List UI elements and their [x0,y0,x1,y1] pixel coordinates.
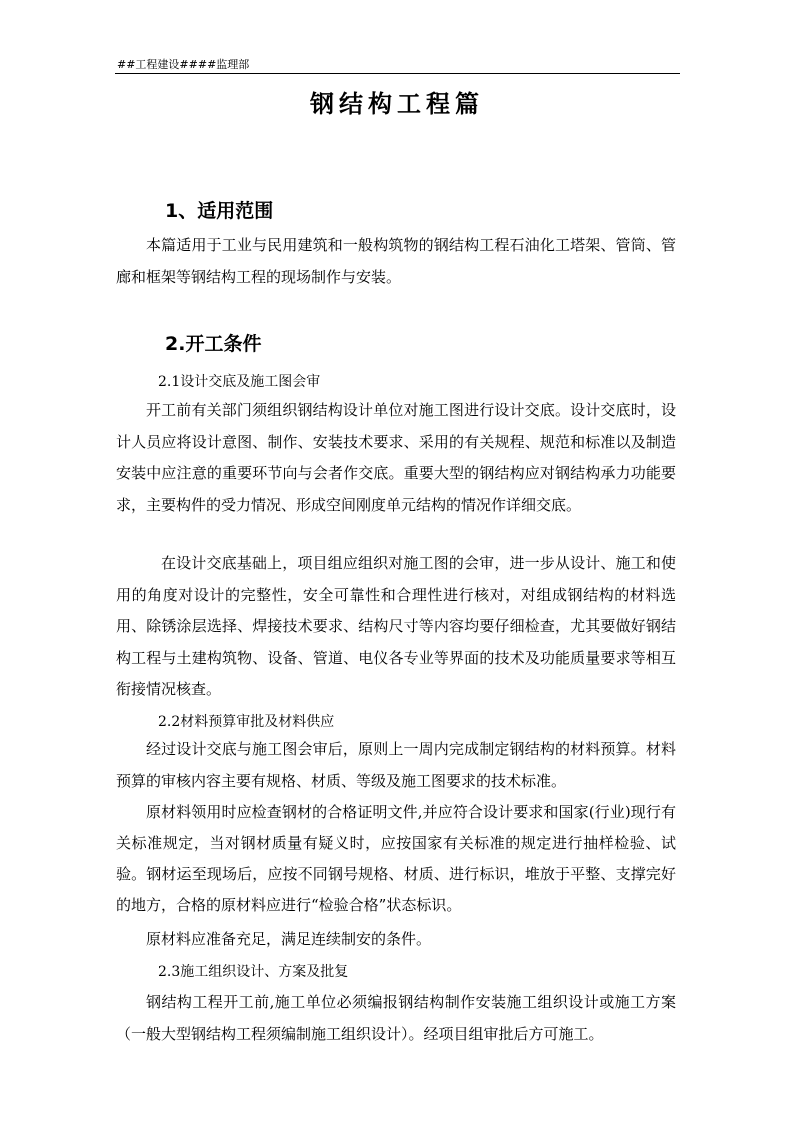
subsection-2-2-paragraph-2: 原材料领用时应检查钢材的合格证明文件,并应符合设计要求和国家(行业)现行有关标准规定，当对钢材质量有疑义时，应按国家有关标准的规定进行抽样检验、试验。钢材运至现场后，应按不同钢号规格、材质、进行标识，堆放于平整、支撑完好的地方，合格的原材料应进行“检验合格”状态标识。 [116,803,676,914]
subsection-2-1-heading: 2.1设计交底及施工图会审 [158,374,321,390]
subsection-2-1-paragraph-1: 开工前有关部门须组织钢结构设计单位对施工图进行设计交底。设计交底时，设计人员应将设计意图、制作、安装技术要求、采用的有关规程、规范和标准以及制造安装中应注意的重要环节向与会者作交底。重要大型的钢结构应对钢结构承力功能要求，主要构件的受力情况、形成空间刚度单元结构的情况作详细交底。 [116,401,676,514]
section-2-heading: 2.开工条件 [165,333,262,355]
header-rule [115,73,680,74]
page-header: ##工程建设####监理部 [117,58,250,71]
subsection-2-2-paragraph-3: 原材料应准备充足，满足连续制安的条件。 [146,930,432,948]
section-1-heading: 1、适用范围 [165,200,274,222]
section-1-paragraph: 本篇适用于工业与民用建筑和一般构筑物的钢结构工程石油化工塔架、管筒、管廊和框架等钢结构工程的现场制作与安装。 [116,236,676,286]
subsection-2-2-paragraph-1: 经过设计交底与施工图会审后，原则上一周内完成制定钢结构的材料预算。材料预算的审核内容主要有规格、材质、等级及施工图要求的技术标准。 [116,740,676,790]
subsection-2-2-heading: 2.2材料预算审批及材料供应 [158,714,335,730]
subsection-2-3-heading: 2.3施工组织设计、方案及批复 [158,964,349,980]
subsection-2-1-paragraph-2: 在设计交底基础上，项目组应组织对施工图的会审，进一步从设计、施工和使用的角度对设计的完整性，安全可靠性和合理性进行核对，对组成钢结构的材料选用、除锈涂层选择、焊接技术要求、结构尺寸等内容均要仔细检查，尤其要做好钢结构工程与土建构筑物、设备、管道、电仪各专业等界面的技术及功能质量要求等相互衔接情况核查。 [116,554,676,698]
document-title: 钢结构工程篇 [310,89,484,118]
subsection-2-3-paragraph: 钢结构工程开工前,施工单位必须编报钢结构制作安装施工组织设计或施工方案（一般大型钢结构工程须编制施工组织设计）。经项目组审批后方可施工。 [116,993,676,1043]
